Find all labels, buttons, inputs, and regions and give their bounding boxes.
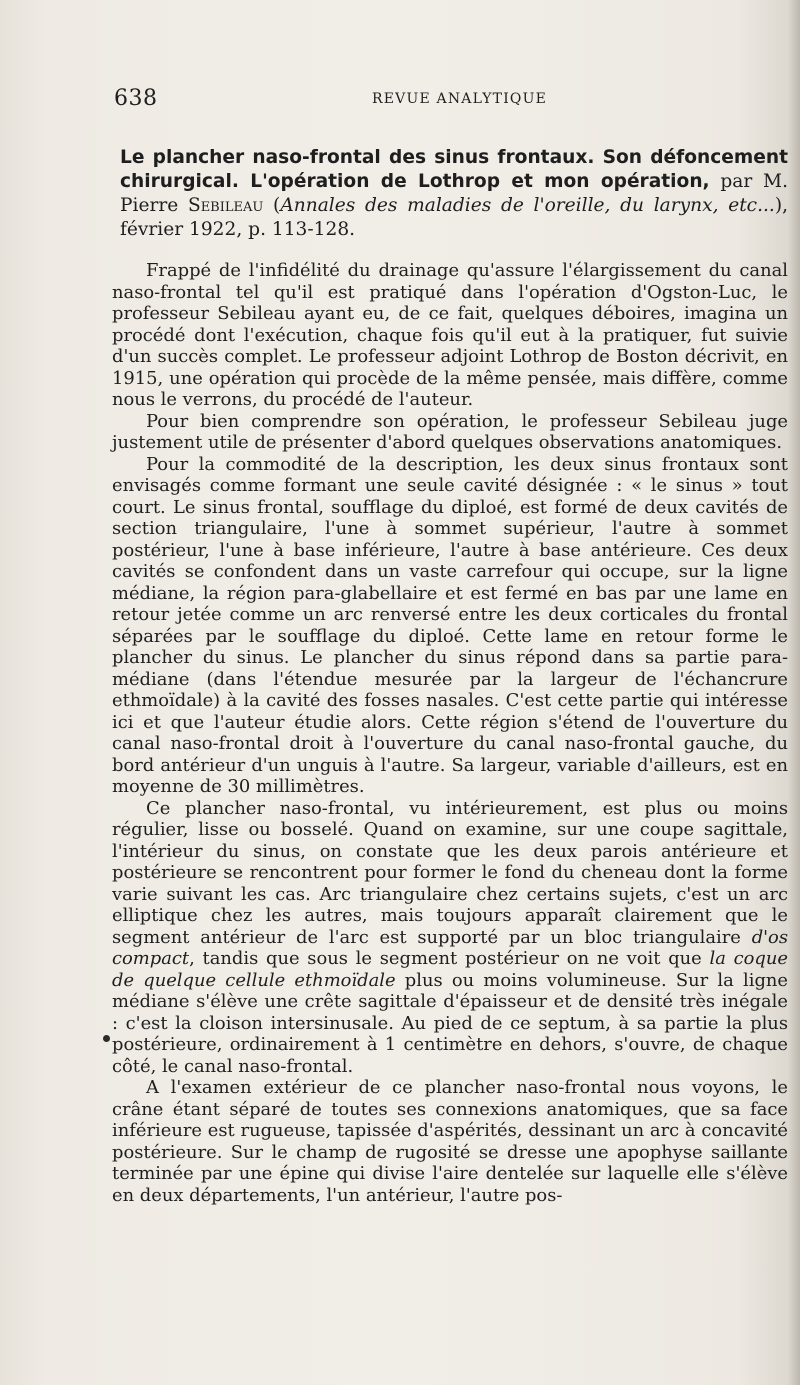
journal-name: Annales des maladies de l'oreille, du larynx, etc...: [280, 195, 775, 216]
paragraph-4: [112, 798, 788, 1078]
paragraph-3: Pour la commodité de la description, les deux sinus frontaux sont envisagés comme formant une seule cavité désignée : « le sinus » tout court. Le sinus frontal, soufflage du diploé, est formé de deux cavités de section triangulaire, l'une à sommet supérieur, l'autre à sommet postérieur, l'une à base inférieure, l'autre à base antérieure. Ces deux cavités se confondent dans un vaste carrefour qui occupe, sur la ligne médiane, la région para-glabellaire et est fermé en bas par une lame en retour jetée comme un arc renversé entre les deux corticales du frontal séparées par le soufflage du diploé. Cette lame en retour forme le plancher du sinus. Le plancher du sinus répond dans sa partie para-médiane (dans l'étendue mesurée par la largeur de l'échancrure ethmoïdale) à la cavité des fosses nasales. C'est cette partie qui intéresse ici et que l'auteur étudie alors. Cette région s'étend de l'ouverture du canal naso-frontal droit à l'ouverture du canal naso-frontal gauche, du bord antérieur d'un unguis à l'autre. Sa largeur, variable d'ailleurs, est en moyenne de 30 millimètres.: [112, 453, 788, 797]
article-title: Le plancher naso-frontal des sinus frontaux. Son défoncement chirurgical. L'opération de Lothrop et mon opération,: [120, 147, 788, 192]
article-author: Sebileau: [187, 195, 264, 216]
paragraph-2: Pour bien comprendre son opération, le professeur Sebileau juge justement utile de présenter d'abord quelques observations anatomiques.: [112, 410, 788, 453]
page-header: [0, 86, 800, 110]
article-title-block: [112, 146, 788, 242]
citation-open: (: [273, 195, 281, 216]
margin-bullet-mark: [103, 1035, 110, 1042]
paragraph-4-text-b: , tandis que sous le segment postérieur on ne voit que: [189, 948, 702, 969]
page-number: 638: [114, 86, 158, 111]
paragraph-1: Frappé de l'infidélité du drainage qu'assure l'élargissement du canal naso-frontal tel qu'il est pratiqué dans l'opération d'Ogston-Luc, le professeur Sebileau ayant eu, de ce fait, quelques déboires, imagina un procédé dont l'exécution, chaque fois qu'il eut à la pratiquer, fut suivie d'un succès complet. Le professeur adjoint Lothrop de Boston décrivit, en 1915, une opération qui procède de la même pensée, mais diffère, comme nous le verrons, du procédé de l'auteur.: [112, 260, 788, 410]
paragraph-5: A l'examen extérieur de ce plancher naso-frontal nous voyons, le crâne étant séparé de toutes ses connexions anatomiques, que sa face inférieure est rugueuse, tapissée d'aspérités, dessinant un arc à concavité postérieure. Sur le champ de rugosité se dresse une apophyse saillante terminée par une épine qui divise l'aire dentelée sur laquelle elle s'élève en deux départements, l'un antérieur, l'autre pos-: [112, 1077, 788, 1206]
page-edge-shadow: [788, 0, 800, 1385]
paragraph-4-emphasis-1: d'os compact: [112, 926, 789, 969]
article-by: par M. Pierre: [120, 171, 788, 216]
running-head: REVUE ANALYTIQUE: [372, 91, 548, 107]
article-body: [112, 260, 788, 1206]
article: [112, 146, 788, 1206]
paragraph-4-text-a: Ce plancher naso-frontal, vu intérieurement, est plus ou moins régulier, lisse ou bosselé. Quand on examine, sur une coupe sagittale, l'intérieur du sinus, on constate que les deux parois antérieure et postérieure se rencontrent pour former le fond du cheneau dont la forme varie suivant les cas. Arc triangulaire chez certains sujets, c'est un arc elliptique chez les autres, mais toujours apparaît clairement que le segment antérieur de l'arc est supporté par un bloc triangulaire: [112, 797, 788, 948]
citation-details: ), février 1922, p. 113-128.: [120, 195, 788, 240]
paragraph-4-text-c: plus ou moins volumineuse. Sur la ligne médiane s'élève une crête sagittale d'épaisseur et de densité très inégale : c'est la cloison intersinusale. Au pied de ce septum, à sa partie la plus postérieure, ordinairement à 1 centimètre en dehors, s'ouvre, de chaque côté, le canal naso-frontal.: [112, 969, 789, 1077]
paragraph-4-emphasis-2: la coque de quelque cellule ethmoïdale: [112, 948, 788, 991]
